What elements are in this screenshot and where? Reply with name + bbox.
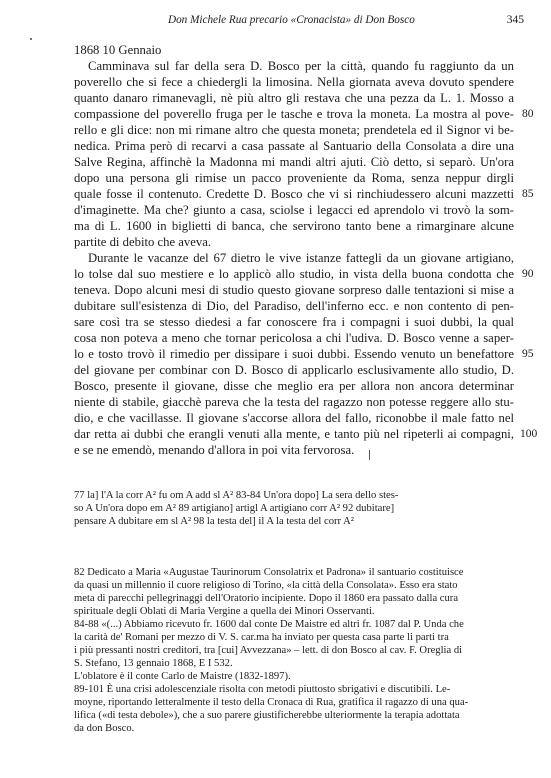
note-line: moyne, riportando letteralmente il testo della Cronaca di Rua, gratifica il ragazzo di una qua- (74, 697, 469, 708)
body-line: Camminava sul far della sera D. Bosco per la città, quando fu raggiunto da un (88, 59, 514, 73)
note-line: 89-101 È una crisi adolescenziale risolta con metodi piuttosto sbrigativi e discutibili. Le- (74, 684, 451, 695)
body-line: e se ne emendò, menando d'allora in poi vita fervorosa. (74, 443, 355, 457)
date-heading: 1868 10 Gennaio (74, 43, 162, 57)
line-number: 80 (522, 108, 534, 120)
apparatus-line: pensare A dubitare em sl A² 98 la testa del] il A la testa del corr A² (74, 516, 354, 527)
body-line: niente di stabile, giacchè pareva che la testa del ragazzo non potesse reggere allo stu- (74, 395, 514, 409)
body-line: Durante le vacanze del 67 dietro le vive istanze fattegli da un giovane artigiano, (88, 251, 514, 265)
body-line: dopo una persona gli rimise un pacco proveniente da Roma, senza neppur dirgli (74, 171, 514, 185)
body-line: del giovane per combinar con D. Bosco di applicarlo esclusivamente allo studio, D. (74, 363, 514, 377)
line-number: 95 (522, 348, 534, 360)
body-line: d'imaginette. Ma che? giunto a casa, sciolse i legacci ed aprendolo vi trovò la som- (74, 203, 514, 217)
end-mark (369, 450, 370, 460)
running-header (168, 14, 528, 26)
running-title: Don Michele Rua precario «Cronacista» di Don Bosco (168, 14, 415, 26)
page-speck (30, 38, 32, 40)
note-line: 84-88 «(...) Abbiamo ricevuto fr. 1600 dal conte De Maistre ed altri fr. 1087 dal P. Unda che (74, 619, 464, 630)
body-line: teneva. Dopo alcuni mesi di studio questo giovane sorpreso dalle tentazioni si mise a (74, 283, 514, 297)
body-line: compassione del poverello fruga per le tasche e trova la moneta. La mostra al pove- (74, 107, 514, 121)
line-number: 85 (522, 188, 534, 200)
note-line: la carità de' Romani per mezzo di V. S. car.ma ha inviato per questa casa parte li parti tra (74, 632, 449, 643)
body-line: cosa non poteva a meno che tornar pericolosa a chi l'udiva. D. Bosco venne a saper- (74, 331, 514, 345)
note-line: spirituale degli Oblati di Maria Vergine a quella dei Minori Osservanti. (74, 606, 375, 617)
body-line: lo tolse dal suo mestiere e lo applicò allo studio, in vista della buona condotta che (74, 267, 514, 281)
body-line: rello e gli dice: non mi rimane altro che questa moneta; prendetela ed il Signor vi be- (74, 123, 514, 137)
apparatus-line: 77 la] l'A la corr A² fu om A add sl A² 83-84 Un'ora dopo] La sera dello stes- (74, 490, 399, 501)
body-line: nedica. Prima però di recarvi a casa passate al Santuario della Consolata a dire una (74, 139, 514, 153)
note-line: S. Stefano, 13 gennaio 1868, E I 532. (74, 658, 233, 669)
apparatus-line: so A Un'ora dopo em A² 89 artigiano] artigl A artigiano corr A² 92 dubitare] (74, 503, 395, 514)
body-line: ma di L. 1600 in biglietti di banca, che servirono tanto bene a rimarginare alcune (74, 219, 514, 233)
note-line: da don Bosco. (74, 723, 135, 734)
note-line: lifica («di testa debole»), che a suo parere giustificherebbe ulteriormente la terapia adottata (74, 710, 460, 721)
page-number: 345 (506, 14, 524, 26)
body-line: quale fosse il contenuto. Credette D. Bosco che vi si rinchiudessero alcuni mazzetti (74, 187, 514, 201)
body-line: lo e tosto trovò il rimedio per dissipare i suoi dubbi. Essendo venuto un benefattore (74, 347, 514, 361)
body-line: Bosco, presente il giovane, disse che meglio era per allora non ancora determinar (74, 379, 514, 393)
line-number: 90 (522, 268, 534, 280)
body-line: partite di debito che aveva. (74, 235, 212, 249)
note-line: meta di parecchi pellegrinaggi dell'Oratorio incipiente. Dopo il 1860 era passato dalla cura (74, 593, 459, 604)
note-line: L'oblatore è il conte Carlo de Maistre (1832-1897). (74, 671, 291, 682)
body-line: sare così tra se stesso diedesi a far conoscere fra i compagni i suoi dubbi, la qual (74, 315, 514, 329)
body-line: dar retta ai dubbi che erangli venuti alla mente, e tanto più nel ripeterli ai compagni, (74, 427, 514, 441)
body-line: quanto danaro rimanevagli, nè più altro gli restava che una pezza da L. 1. Mosso a (74, 91, 514, 105)
note-line: da quasi un millennio il cuore religioso di Torino, «la città della Consolata». Esso era stato (74, 580, 458, 591)
body-line: dio, e che vacillasse. Il giovane s'accorse allora del fallo, riconobbe il male fatto nel (74, 411, 514, 425)
note-line: 82 Dedicato a Maria «Augustae Taurinorum Consolatrix et Padrona» il santuario costituisce (74, 567, 464, 578)
line-number: 100 (520, 428, 538, 440)
body-line: Salve Regina, affinchè la Madonna mi mandi altri ajuti. Ciò detto, si separò. Un'ora (74, 155, 514, 169)
body-line: poverello che si fece a chiedergli la limosina. Nella giornata aveva dovuto spendere (74, 75, 514, 89)
body-line: dubitare sull'esistenza di Dio, del Paradiso, dell'inferno ecc. e non contento di pen- (74, 299, 514, 313)
note-line: i più pressanti nostri creditori, tra [cui] Avvezzana» – lett. di don Bosco al cav. F. Oreglia di (74, 645, 463, 656)
